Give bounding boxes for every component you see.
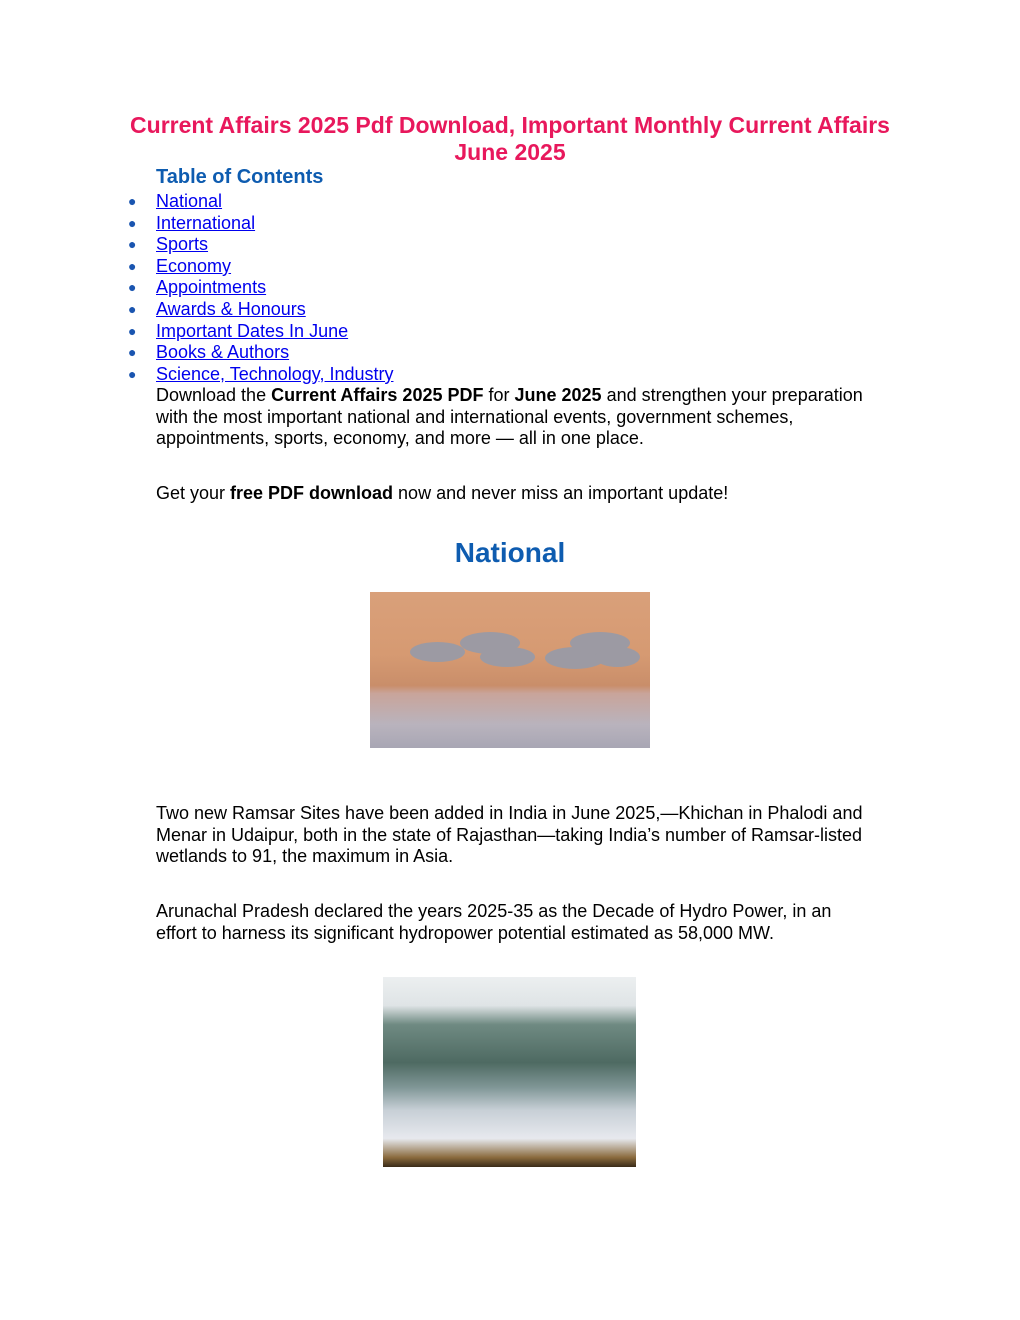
toc-link-economy[interactable]: Economy — [156, 255, 232, 276]
toc-link-science[interactable]: Science, Technology, Industry — [156, 363, 394, 384]
bullet-icon: ● — [128, 214, 137, 231]
toc-item — [0, 191, 393, 213]
national-paragraph-ramsar: Two new Ramsar Sites have been added in India in June 2025,—Khichan in Phalodi and Menar in Udaipur, both in the state of Rajasthan—taking India’s number of Ramsar-listed wetlands to 91, the maximum in Asia. — [156, 803, 863, 867]
toc-item — [0, 364, 393, 386]
toc-item — [0, 256, 393, 278]
toc-link-important-dates[interactable]: Important Dates In June — [156, 320, 349, 341]
bullet-icon: ● — [128, 322, 137, 339]
national-paragraph-hydro: Arunachal Pradesh declared the years 2025-35 as the Decade of Hydro Power, in an effort to harness its significant hydropower potential estimated as 58,000 MW. — [156, 901, 832, 943]
flamingos-image — [383, 977, 636, 1167]
toc-item — [0, 234, 393, 256]
table-of-contents — [0, 191, 393, 385]
intro-paragraph: Download the Current Affairs 2025 PDF for June 2025 and strengthen your preparation with the most important national and international events, government schemes, appointments, sports, economy, and more — all in one place. — [156, 385, 863, 449]
cta-paragraph: Get your free PDF download now and never miss an important update! — [156, 483, 729, 503]
toc-item — [0, 321, 393, 343]
section-heading-national: National — [454, 537, 566, 568]
cranes-image — [370, 592, 650, 748]
toc-item — [0, 299, 393, 321]
toc-link-sports[interactable]: Sports — [156, 234, 209, 255]
toc-item — [0, 342, 393, 364]
toc-item — [0, 277, 393, 299]
bullet-icon: ● — [128, 236, 137, 253]
toc-link-international[interactable]: International — [156, 212, 256, 233]
bullet-icon: ● — [128, 193, 137, 209]
bullet-icon: ● — [128, 279, 137, 296]
bullet-icon: ● — [128, 344, 137, 361]
toc-link-awards[interactable]: Awards & Honours — [156, 298, 306, 319]
bullet-icon: ● — [128, 300, 137, 317]
toc-link-books[interactable]: Books & Authors — [156, 342, 290, 363]
toc-link-national[interactable]: National — [156, 191, 223, 211]
toc-item — [0, 213, 393, 235]
bullet-icon: ● — [128, 365, 137, 382]
page-title: Current Affairs 2025 Pdf Download, Important Monthly Current Affairs June 2025 — [130, 112, 890, 165]
toc-heading: Table of Contents — [156, 166, 324, 188]
bullet-icon: ● — [128, 257, 137, 274]
toc-link-appointments[interactable]: Appointments — [156, 277, 267, 298]
